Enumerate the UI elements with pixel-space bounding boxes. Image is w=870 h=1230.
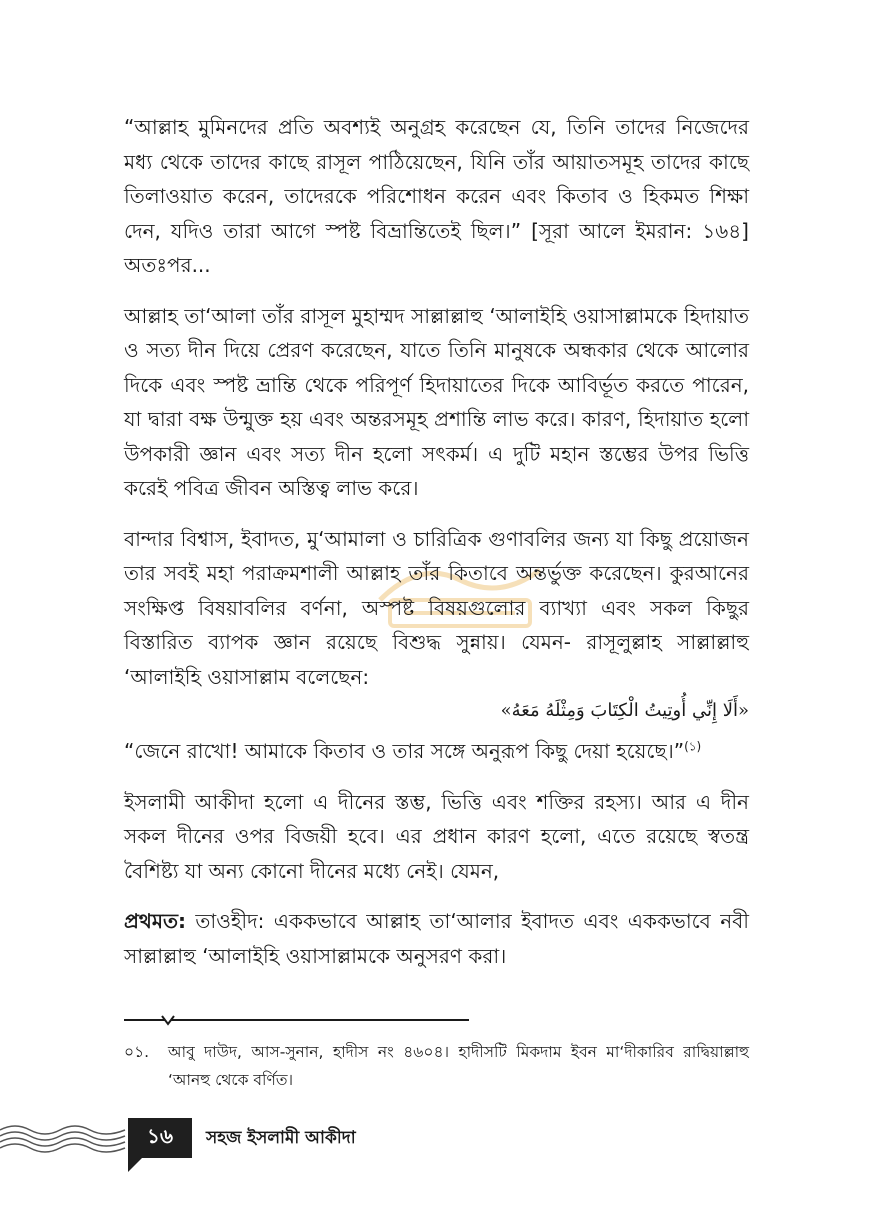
footnote-divider [124, 1010, 469, 1030]
paragraph-quran-quote: “আল্লাহ মুমিনদের প্রতি অবশ্যই অনুগ্রহ করেছেন যে, তিনি তাদের নিজেদের মধ্য থেকে তাদের কাছে রাসূল পাঠিয়েছেন, যিনি তাঁর আয়াতসমূহ তাদের কাছে তিলাওয়াত করেন, তাদেরকে পরিশোধন করেন এবং কিতাব ও হিকমত শিক্ষা দেন, যদিও তারা আগে স্পষ্ট বিভ্রান্তিতেই ছিল।” [সূরা আলে ইমরান: ১৬৪] অতঃপর... [124, 115, 749, 277]
running-book-title: সহজ ইসলামী আকীদা [206, 1128, 356, 1148]
footnote-text: আবু দাউদ, আস-সুনান, হাদীস নং ৪৬০৪। হাদীসটি মিকদাম ইবন মা‘দীকারিব রাদ্বিয়াল্লাহু ‘আনহু থেকে বর্ণিত। [168, 1043, 749, 1089]
arabic-hadith: «أَلَا إِنِّي أُوتِيتُ الْكِتَابَ وَمِثْلَهُ مَعَهُ» [500, 700, 749, 721]
paragraph-aqidah: ইসলামী আকীদা হলো এ দীনের স্তম্ভ, ভিত্তি এবং শক্তির রহস্য। আর এ দীন সকল দীনের ওপর বিজয়ী হবে। এর প্রধান কারণ হলো, এতে রয়েছে স্বতন্ত্র বৈশিষ্ট্য যা অন্য কোনো দীনের মধ্যে নেই। যেমন, [124, 789, 749, 883]
page-number-tab [128, 1118, 192, 1158]
footnote-number: ০১. [124, 1043, 150, 1061]
paragraph-first-point [124, 904, 749, 973]
footnote [124, 1038, 749, 1094]
hadith-translation-text: “জেনে রাখো! আমাকে কিতাব ও তার সঙ্গে অনুরূপ কিছু দেয়া হয়েছে।” [124, 739, 685, 763]
main-text [124, 110, 749, 989]
paragraph-sunnah: বান্দার বিশ্বাস, ইবাদত, মু‘আমালা ও চারিত্রিক গুণাবলির জন্য যা কিছু প্রয়োজন তার সবই মহা পরাক্রমশালী আল্লাহ তাঁর কিতাবে অন্তর্ভুক্ত করেছেন। কুরআনের সংক্ষিপ্ত বিষয়াবলির বর্ণনা, অস্পষ্ট বিষয়গুলোর ব্যাখ্যা এবং সকল কিছুর বিস্তারিত ব্যাপক জ্ঞান রয়েছে বিশুদ্ধ সুন্নায়। যেমন- রাসূলুল্লাহ সাল্লাল্লাহু ‘আলাইহি ওয়াসাল্লাম বলেছেন: [124, 526, 749, 689]
footnote-reference[interactable]: (১) [684, 739, 702, 754]
page-number: ১৬ [147, 1123, 173, 1148]
page-tab-tail [128, 1158, 142, 1172]
paragraph-prophet-mission: আল্লাহ তা‘আলা তাঁর রাসূল মুহাম্মদ সাল্লাল্লাহু ‘আলাইহি ওয়াসাল্লামকে হিদায়াত ও সত্য দীন দিয়ে প্রেরণ করেছেন, যাতে তিনি মানুষকে অন্ধকার থেকে আলোর দিকে এবং স্পষ্ট ভ্রান্তি থেকে পরিপূর্ণ হিদায়াতের দিকে আবির্ভূত করতে পারেন, যা দ্বারা বক্ষ উন্মুক্ত হয় এবং অন্তরসমূহ প্রশান্তি লাভ করে। কারণ, হিদায়াত হলো উপকারী জ্ঞান এবং সত্য দীন হলো সৎকর্ম। এ দুটি মহান স্তম্ভের উপর ভিত্তি করেই পবিত্র জীবন অস্তিত্ব লাভ করে। [124, 303, 749, 500]
first-point-lead: প্রথমত: [124, 909, 186, 933]
first-point-text: তাওহীদ: এককভাবে আল্লাহ তা‘আলার ইবাদত এবং এককভাবে নবী সাল্লাল্লাহু ‘আলাইহি ওয়াসাল্লামকে অনুসরণ করা। [124, 909, 749, 968]
paragraph-hadith-translation [124, 734, 749, 769]
decorative-wave-ornament [0, 1118, 130, 1168]
